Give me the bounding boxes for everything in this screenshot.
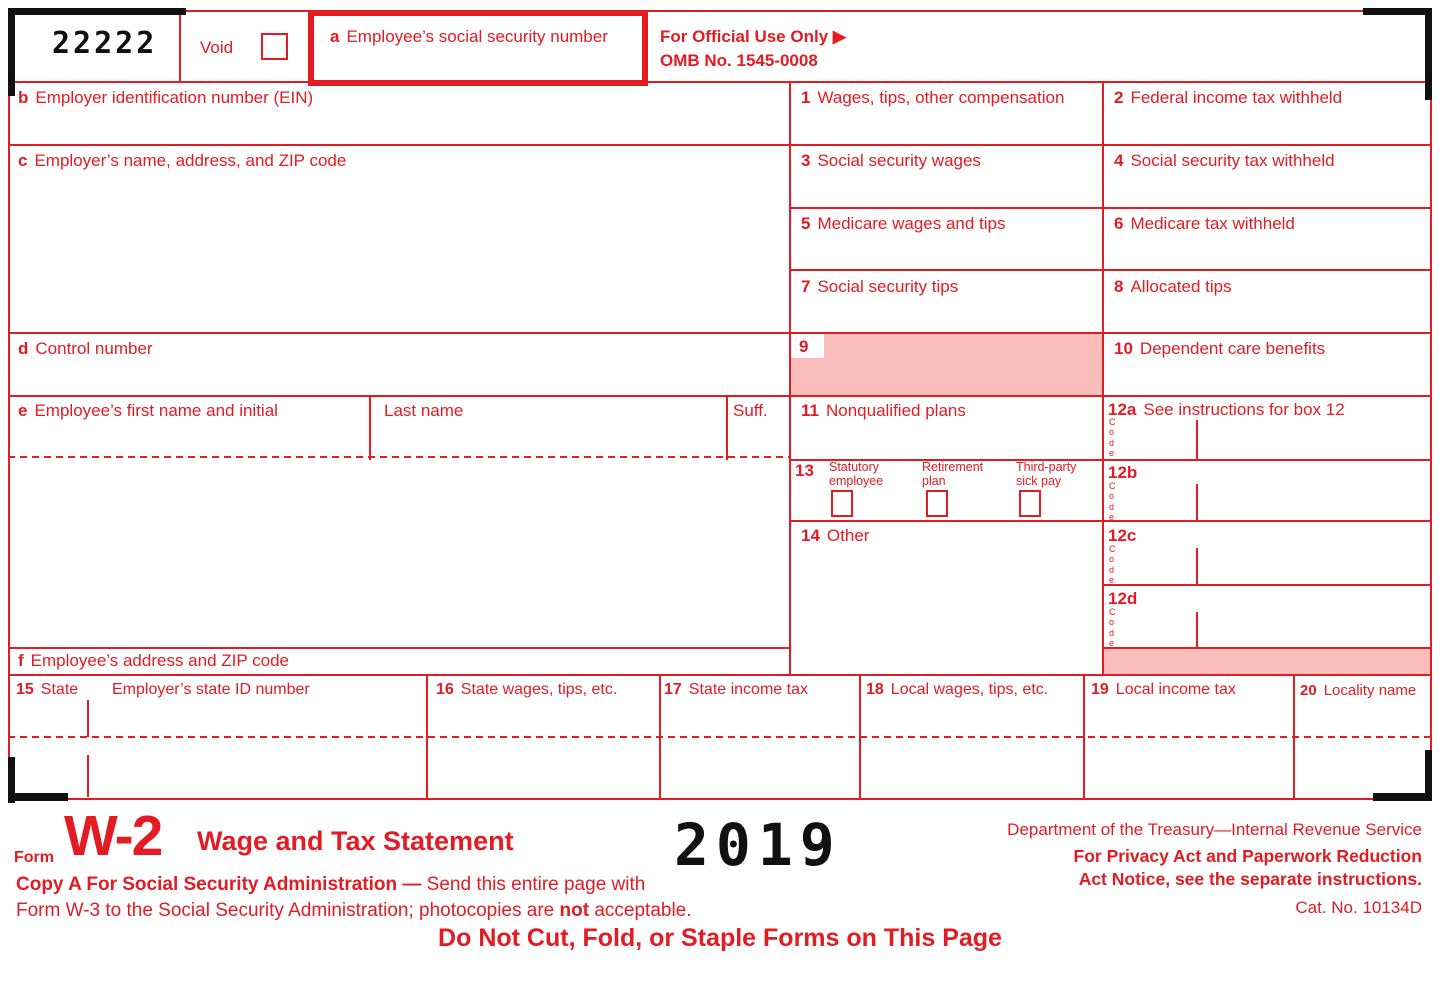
box8-label <box>1114 277 1232 297</box>
copy-a-line2-end: acceptable. <box>589 900 692 921</box>
box11-number: 11 <box>801 401 819 420</box>
employer-state-id-label: Employer’s state ID number <box>112 681 310 698</box>
box-f-label <box>18 651 289 671</box>
box2-label-text: Federal income tax withheld <box>1130 88 1343 107</box>
retirement-plan-checkbox[interactable] <box>926 490 948 517</box>
last-name-label: Last name <box>384 401 464 420</box>
official-use-label: For Official Use Only ▶ <box>660 27 846 46</box>
box4-label-text: Social security tax withheld <box>1130 151 1335 170</box>
box17-number: 17 <box>664 681 682 698</box>
box6-label <box>1114 214 1295 234</box>
form-title: Wage and Tax Statement <box>197 826 514 856</box>
box-e-label-text: Employee’s first name and initial <box>34 401 278 420</box>
box6-number: 6 <box>1114 214 1124 233</box>
box12a-code-label: Code <box>1109 417 1116 459</box>
box-c-label-text: Employer’s name, address, and ZIP code <box>34 151 347 170</box>
box8-number: 8 <box>1114 277 1124 296</box>
box1-label-text: Wages, tips, other compensation <box>817 88 1065 107</box>
box16-label-text: State wages, tips, etc. <box>460 681 618 698</box>
box1-label <box>801 88 1064 108</box>
box12b-code-label: Code <box>1109 481 1116 523</box>
box16-number: 16 <box>436 681 454 698</box>
box-a-letter: a <box>330 27 340 46</box>
box5-label <box>801 214 1006 234</box>
box-c-letter: c <box>18 151 28 170</box>
box12d-shaded-area <box>1103 648 1432 675</box>
box18-number: 18 <box>866 681 884 698</box>
box10-label-text: Dependent care benefits <box>1139 339 1326 358</box>
box-a-outline <box>311 13 645 83</box>
copy-a-instructions-line2 <box>16 900 692 922</box>
statutory-employee-checkbox[interactable] <box>831 490 853 517</box>
box7-label-text: Social security tips <box>817 277 959 296</box>
suffix-label: Suff. <box>733 401 768 420</box>
statutory-employee-label: Statutory employee <box>829 460 884 488</box>
box4-label <box>1114 151 1335 171</box>
form-control-code: 22222 <box>52 26 158 61</box>
box12c-number: 12c <box>1108 526 1137 545</box>
box11-label-text: Nonqualified plans <box>825 401 966 420</box>
box6-label-text: Medicare tax withheld <box>1130 214 1295 233</box>
box12d-number: 12d <box>1108 589 1138 608</box>
box20-label-text: Locality name <box>1323 682 1417 699</box>
box-e-letter: e <box>18 401 28 420</box>
copy-a-instructions-line1 <box>16 874 645 896</box>
box10-number: 10 <box>1114 339 1133 358</box>
box-d-label <box>18 339 153 359</box>
third-party-sick-pay-checkbox[interactable] <box>1019 490 1041 517</box>
box16-label <box>436 681 617 699</box>
box2-label <box>1114 88 1342 108</box>
box13-number: 13 <box>795 461 814 480</box>
box-f-label-text: Employee’s address and ZIP code <box>30 651 289 670</box>
box9-number: 9 <box>799 337 809 356</box>
cat-number: Cat. No. 10134D <box>1295 898 1422 917</box>
box-b-label-text: Employer identification number (EIN) <box>35 88 314 107</box>
box5-number: 5 <box>801 214 811 233</box>
box-f-letter: f <box>18 651 24 670</box>
third-party-sick-pay-label: Third-party sick pay <box>1016 460 1077 488</box>
box20-number: 20 <box>1300 682 1317 699</box>
void-label: Void <box>200 38 234 57</box>
omb-number-label: OMB No. 1545-0008 <box>660 51 818 70</box>
box20-label <box>1300 682 1416 699</box>
box19-label <box>1091 681 1236 699</box>
box19-number: 19 <box>1091 681 1109 698</box>
box17-label <box>664 681 808 699</box>
copy-a-not-bold: not <box>559 900 590 921</box>
box14-label <box>801 526 869 546</box>
box12c-code-label: Code <box>1109 544 1116 586</box>
box9-shaded-area <box>790 334 1103 396</box>
box14-number: 14 <box>801 526 820 545</box>
box11-label <box>801 401 966 421</box>
box10-label <box>1114 339 1325 359</box>
box12b-number: 12b <box>1108 463 1138 482</box>
box3-label <box>801 151 981 171</box>
box15-label <box>16 681 78 699</box>
form-number: W-2 <box>64 804 162 868</box>
box-a-label-text: Employee’s social security number <box>346 27 608 46</box>
box12d-code-label: Code <box>1109 607 1116 649</box>
privacy-notice-line2: Act Notice, see the separate instructions. <box>1078 869 1422 889</box>
copy-a-line2-text: Form W-3 to the Social Security Administration; photocopies are <box>16 900 560 921</box>
department-label: Department of the Treasury—Internal Revenue Service <box>1007 820 1422 839</box>
box-a-label <box>330 27 608 47</box>
box8-label-text: Allocated tips <box>1130 277 1232 296</box>
box-b-label <box>18 88 313 108</box>
box15-number: 15 <box>16 681 34 698</box>
box19-label-text: Local income tax <box>1115 681 1236 698</box>
box12a-label <box>1108 400 1345 420</box>
privacy-notice-line1: For Privacy Act and Paperwork Reduction <box>1073 846 1422 866</box>
box3-label-text: Social security wages <box>817 151 981 170</box>
box12a-label-text: See instructions for box 12 <box>1143 400 1345 419</box>
box-e-label <box>18 401 278 421</box>
box3-number: 3 <box>801 151 811 170</box>
form-word-label: Form <box>14 849 54 866</box>
box18-label <box>866 681 1048 699</box>
box4-number: 4 <box>1114 151 1124 170</box>
box-c-label <box>18 151 346 171</box>
box2-number: 2 <box>1114 88 1124 107</box>
box15-label-text: State <box>40 681 79 698</box>
retirement-plan-label: Retirement plan <box>922 460 984 488</box>
copy-a-bold-text: Copy A For Social Security Administration — <box>16 874 422 895</box>
void-checkbox[interactable] <box>261 33 288 60</box>
copy-a-rest-text: Send this entire page with <box>421 874 646 895</box>
do-not-cut-warning: Do Not Cut, Fold, or Staple Forms on This Page <box>438 924 1002 952</box>
box7-number: 7 <box>801 277 811 296</box>
box14-label-text: Other <box>826 526 870 545</box>
box7-label <box>801 277 958 297</box>
box18-label-text: Local wages, tips, etc. <box>890 681 1049 698</box>
box1-number: 1 <box>801 88 811 107</box>
box-d-label-text: Control number <box>35 339 153 358</box>
tax-year: 2019 <box>674 811 842 879</box>
box-b-letter: b <box>18 88 29 107</box>
box5-label-text: Medicare wages and tips <box>817 214 1006 233</box>
box-d-letter: d <box>18 339 29 358</box>
box12a-number: 12a <box>1108 400 1137 419</box>
box17-label-text: State income tax <box>688 681 808 698</box>
